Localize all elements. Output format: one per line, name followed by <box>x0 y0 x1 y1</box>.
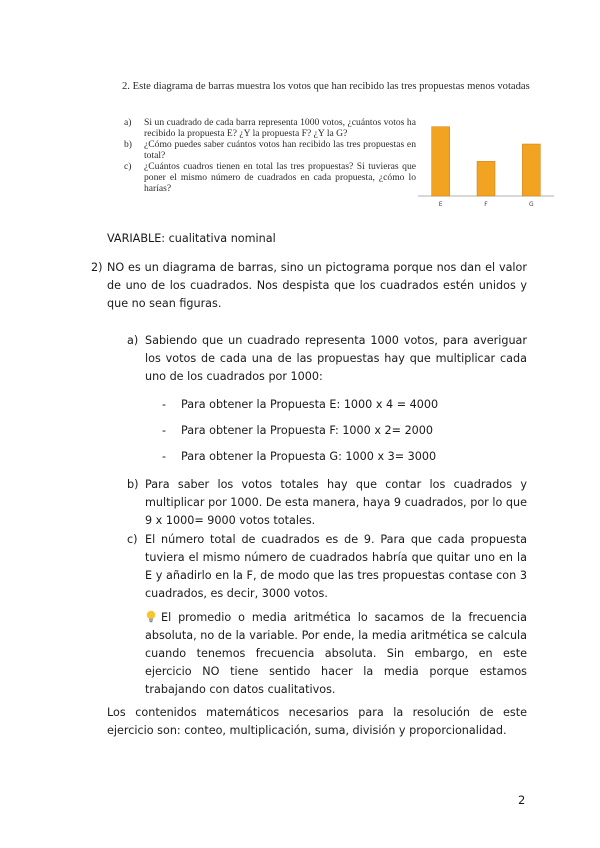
exercise-item-b <box>122 140 416 161</box>
bar-e <box>432 127 450 196</box>
answer-a-text: Sabiendo que un cuadrado representa 1000 votos, para averiguar los votos de cada una de las propuestas hay que multiplicar cada uno de los cuadrados por 1000: <box>145 334 527 383</box>
exercise-scan <box>118 74 564 216</box>
note-paragraph <box>145 609 527 699</box>
votes-bar-chart <box>414 114 558 214</box>
answer-2-text: NO es un diagrama de barras, sino un pictograma porque nos dan el valor de uno de los cuadrados. Nos despista que los cuadrados estén unidos y que no sean figuras. <box>107 261 527 310</box>
bullet-propuesta-f: Para obtener la Propuesta F: 1000 x 2= 2000 <box>181 424 434 437</box>
note-text: El promedio o media aritmética lo sacamos de la frecuencia absoluta, no de la variable. Por ende, la media aritmética se calcula cuando tenemos frecuencia absoluta. Sin embargo, en este ejercicio NO tiene sentido hacer la media porque estamos trabajando con datos cualitativos. <box>145 611 527 696</box>
bullet-dash: - <box>162 424 167 437</box>
exercise-item-text: ¿Cómo puedes saber cuántos votos han recibido las tres propuestas en total? <box>144 139 416 161</box>
bar-g <box>522 144 540 196</box>
bar-f <box>477 161 495 196</box>
variable-type: VARIABLE: cualitativa nominal <box>107 232 276 245</box>
final-paragraph: Los contenidos matemáticos necesarios para la resolución de este ejercicio son: conteo, multiplicación, suma, división y proporcionalidad. <box>107 706 527 737</box>
bullet-propuesta-g: Para obtener la Propuesta G: 1000 x 3= 3000 <box>181 450 437 463</box>
answer-a-label: a) <box>127 334 139 347</box>
answer-c-text: El número total de cuadrados es de 9. Para que cada propuesta tuviera el mismo número de cuadrados habría que quitar uno en la E y añadirlo en la F, de modo que las tres propuestas contase con 3 cuadrados, es decir, 3000 votos. <box>145 533 527 600</box>
page-number: 2 <box>518 793 526 807</box>
exercise-item-text: Si un cuadrado de cada barra representa 1000 votos, ¿cuántos votos ha recibido la propuesta E? ¿Y la propuesta F? ¿Y la G? <box>144 117 416 139</box>
bullet-dash: - <box>162 398 167 411</box>
exercise-item-label: c) <box>124 161 132 173</box>
lightbulb-icon <box>145 610 157 623</box>
item-number: 2) <box>91 261 103 274</box>
exercise-item-c <box>122 162 416 194</box>
answer-c-label: c) <box>127 533 138 546</box>
answer-b-text: Para saber los votos totales hay que contar los cuadrados y multiplicar por 1000. De esta manera, haya 9 cuadrados, por lo que 9 x 1000= 9000 votos totales. <box>145 478 527 527</box>
tick-label-f: F <box>484 201 488 208</box>
exercise-question: 2. Este diagrama de barras muestra los votos que han recibido las tres propuestas menos votadas <box>122 81 530 92</box>
exercise-item-label: a) <box>124 117 132 128</box>
tick-label-e: E <box>438 201 443 208</box>
answer-b-label: b) <box>127 478 139 491</box>
exercise-item-label: b) <box>124 139 132 151</box>
exercise-item-text: ¿Cuántos cuadros tienen en total las tres propuestas? Si tuvieras que poner el mismo número de cuadrados en cada propuesta, ¿cómo lo harías? <box>144 161 416 194</box>
bullet-propuesta-e: Para obtener la Propuesta E: 1000 x 4 = 4000 <box>181 398 439 411</box>
bullet-dash: - <box>162 450 167 463</box>
exercise-item-a <box>122 118 416 139</box>
tick-label-g: G <box>529 201 534 208</box>
exercise-list <box>122 118 416 195</box>
